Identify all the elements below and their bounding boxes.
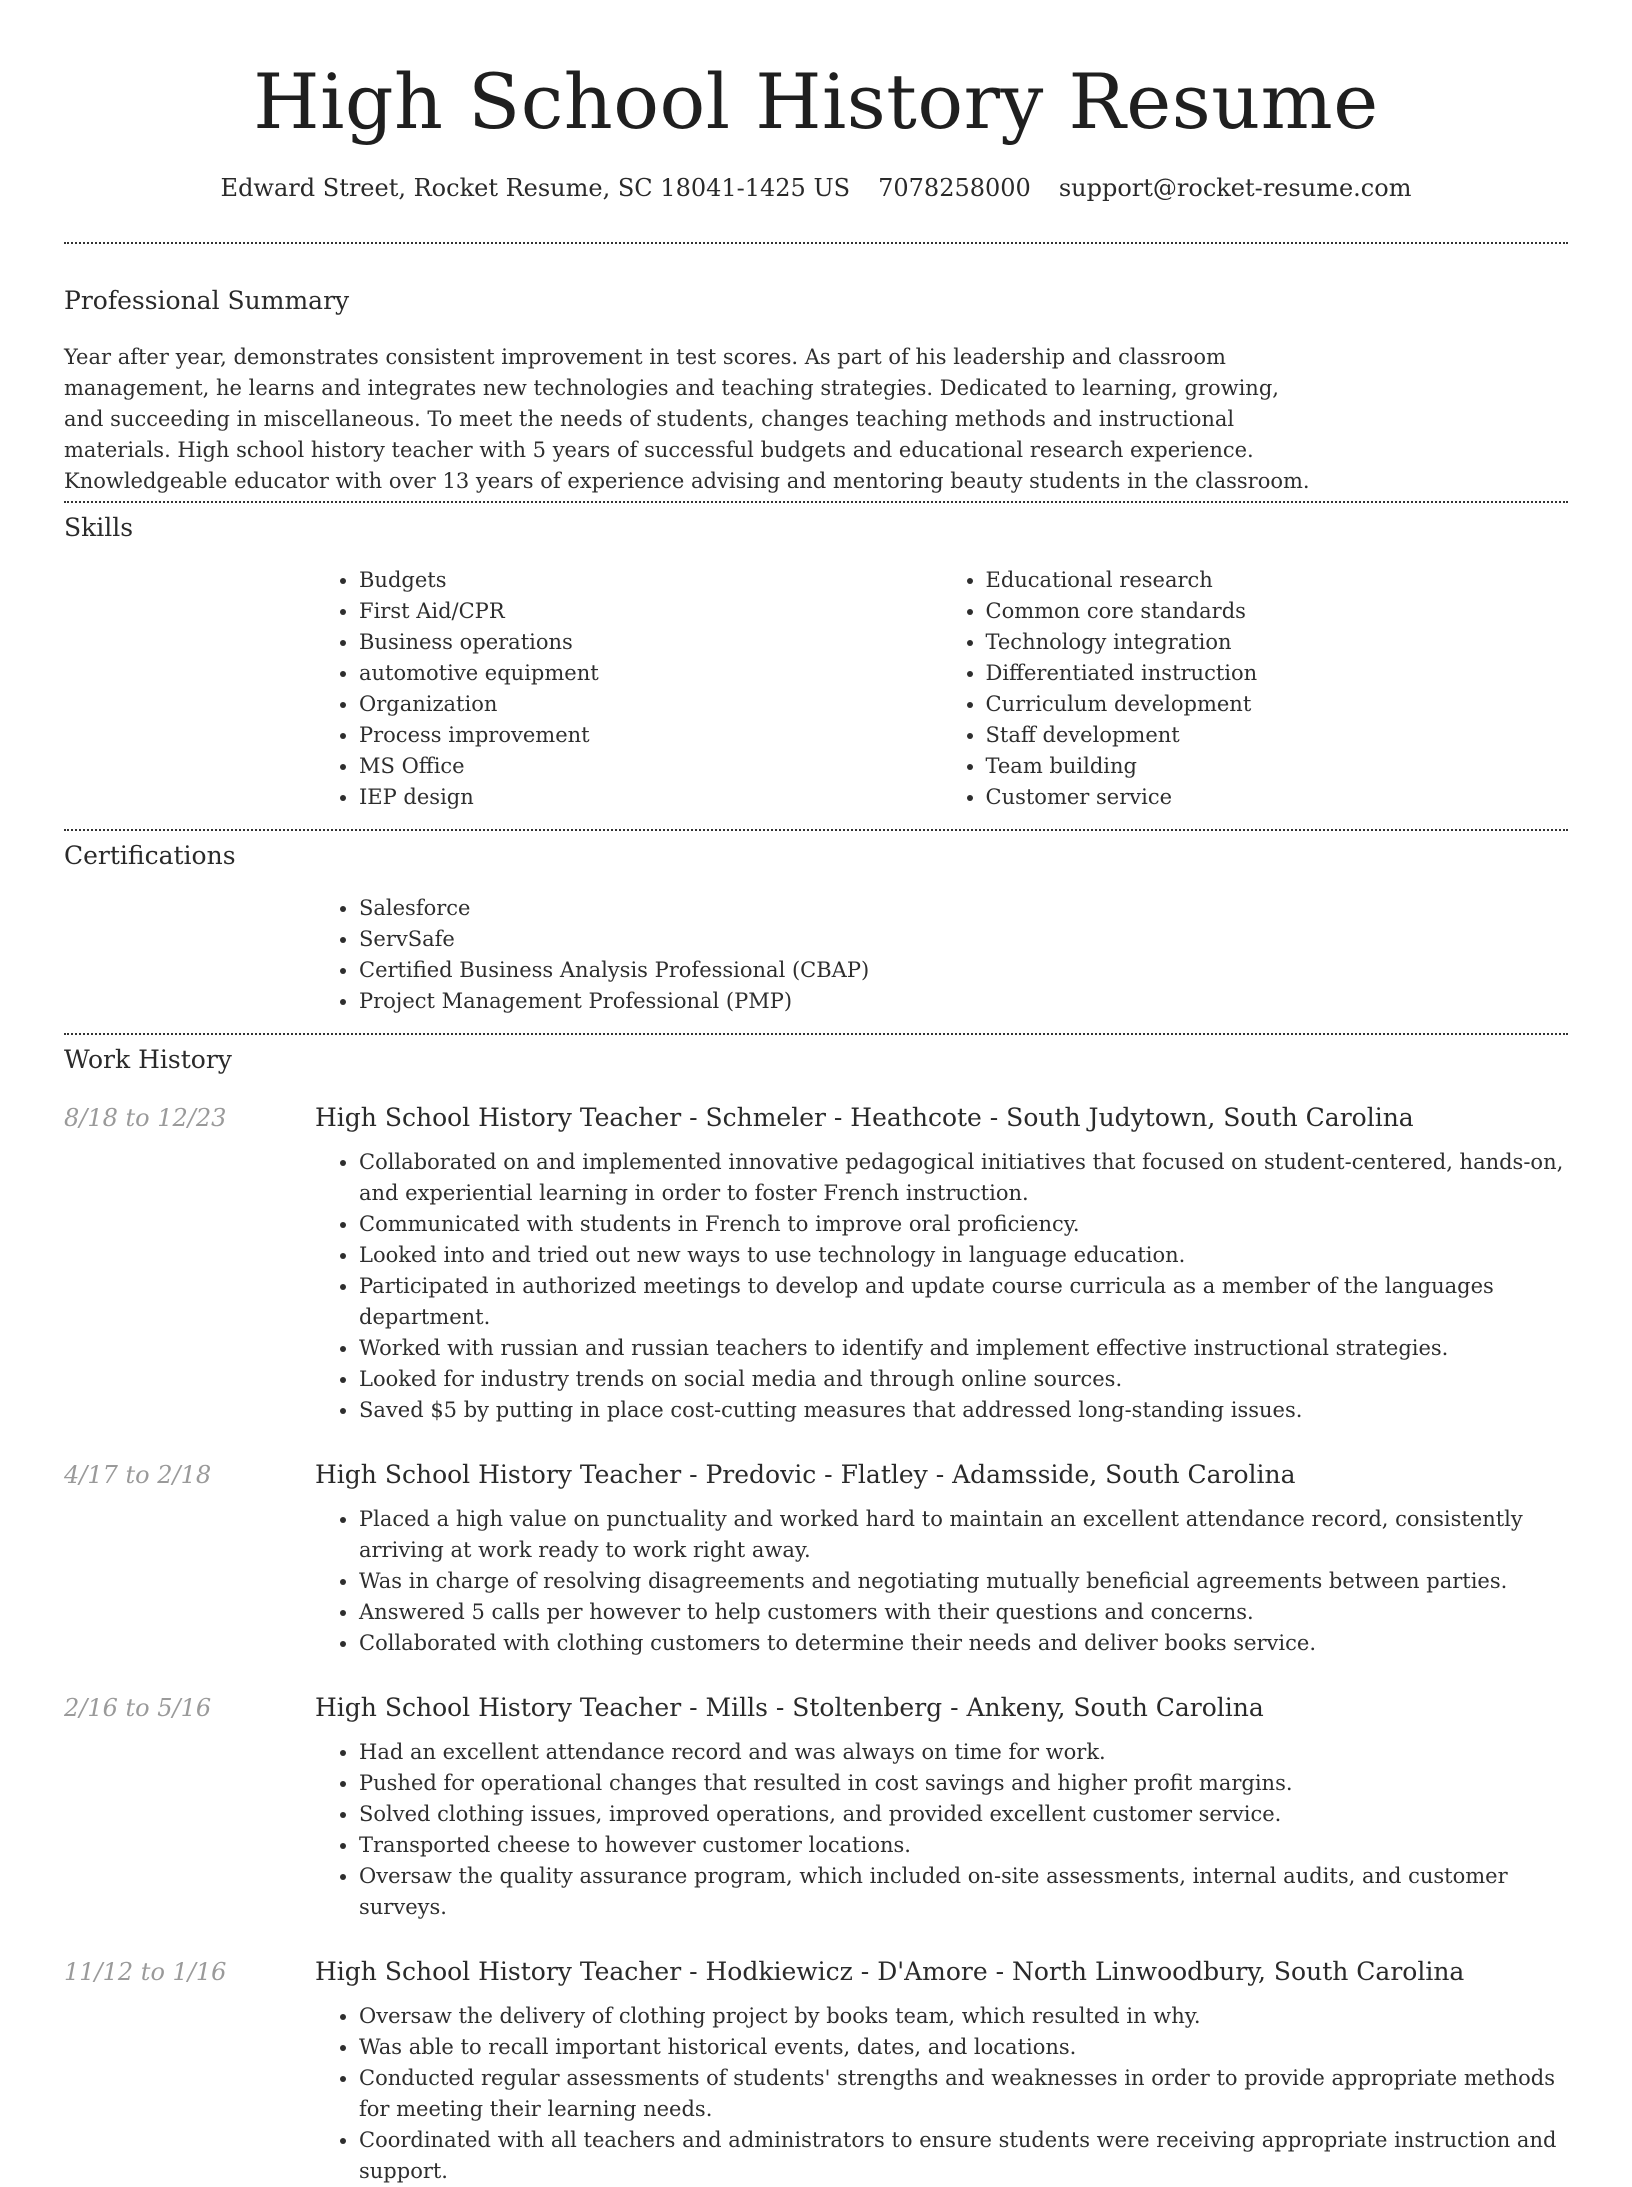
job-bullets: [315, 1737, 1568, 1923]
certifications-section: [64, 839, 1568, 1017]
job-dates: 4/17 to 2/18: [64, 1461, 212, 1489]
skill-item: • Differentiated instruction: [986, 658, 1569, 689]
work-history-heading: Work History: [64, 1045, 232, 1074]
resume-title: High School History Resume: [253, 57, 1379, 146]
job-bullets: [315, 1147, 1568, 1426]
job-header: [64, 1955, 1568, 1989]
skill-item: • automotive equipment: [359, 658, 942, 689]
certification-item: • Certified Business Analysis Professional (CBAP): [359, 955, 1568, 986]
job-bullet: • Looked for industry trends on social media and through online sources.: [359, 1364, 1568, 1395]
job-bullet: • Placed a high value on punctuality and worked hard to maintain an excellent attendance record, consistently arriving at work ready to work right away.: [359, 1504, 1568, 1566]
job-bullet: • Pushed for operational changes that resulted in cost savings and higher profit margins.: [359, 1768, 1568, 1799]
job-dates: 11/12 to 1/16: [64, 1958, 227, 1986]
job-title: High School History Teacher - Mills - Stoltenberg - Ankeny, South Carolina: [315, 1693, 1264, 1722]
job-bullet-list: [315, 1504, 1568, 1659]
skill-item: • Team building: [986, 751, 1569, 782]
skills-section: [64, 511, 1568, 813]
job-bullet-list: [315, 1737, 1568, 1923]
skill-item: • Curriculum development: [986, 689, 1569, 720]
job-bullet-list: [315, 2001, 1568, 2187]
job-title: High School History Teacher - Predovic - Flatley - Adamsside, South Carolina: [315, 1460, 1296, 1489]
job-entry: [64, 1955, 1568, 2187]
certifications-heading: Certifications: [64, 841, 236, 870]
job-bullets: [315, 1504, 1568, 1659]
job-bullet: • Conducted regular assessments of students' strengths and weaknesses in order to provide appropriate methods for meeting their learning needs.: [359, 2063, 1568, 2125]
job-bullet-list: [315, 1147, 1568, 1426]
job-bullet: • Was able to recall important historical events, dates, and locations.: [359, 2032, 1568, 2063]
job-entry: [64, 1101, 1568, 1426]
skill-item: • Customer service: [986, 782, 1569, 813]
job-bullet: • Had an excellent attendance record and was always on time for work.: [359, 1737, 1568, 1768]
contact-phone: 7078258000: [878, 174, 1031, 202]
job-title: High School History Teacher - Hodkiewicz - D'Amore - North Linwoodbury, South Carolina: [315, 1957, 1465, 1986]
job-bullet: • Saved $5 by putting in place cost-cutting measures that addressed long-standing issues.: [359, 1395, 1568, 1426]
job-bullet: • Coordinated with all teachers and administrators to ensure students were receiving appropriate instruction and support.: [359, 2125, 1568, 2187]
contact-line: [64, 172, 1568, 204]
job-bullet: • Communicated with students in French to improve oral proficiency.: [359, 1209, 1568, 1240]
work-history-section: [64, 1043, 1568, 2187]
skill-item: • IEP design: [359, 782, 942, 813]
job-bullet: • Worked with russian and russian teachers to identify and implement effective instructional strategies.: [359, 1333, 1568, 1364]
job-entry: [64, 1458, 1568, 1659]
contact-address: Edward Street, Rocket Resume, SC 18041-1425 US: [220, 174, 851, 202]
skills-list-left: [315, 565, 942, 813]
skill-item: • Common core standards: [986, 596, 1569, 627]
divider: [64, 242, 1568, 244]
job-bullet: • Solved clothing issues, improved operations, and provided excellent customer service.: [359, 1799, 1568, 1830]
job-header: [64, 1101, 1568, 1135]
skill-item: • Educational research: [986, 565, 1569, 596]
job-bullet: • Oversaw the quality assurance program, which included on-site assessments, internal audits, and customer surveys.: [359, 1861, 1568, 1923]
job-bullet: • Transported cheese to however customer locations.: [359, 1830, 1568, 1861]
resume-page: [64, 0, 1568, 2187]
skill-item: • Organization: [359, 689, 942, 720]
skill-item: • Budgets: [359, 565, 942, 596]
job-bullet: • Participated in authorized meetings to develop and update course curricula as a member of the languages department.: [359, 1271, 1568, 1333]
divider: [64, 829, 1568, 831]
divider: [64, 501, 1568, 503]
job-bullets: [315, 2001, 1568, 2187]
divider: [64, 1033, 1568, 1035]
job-dates: 2/16 to 5/16: [64, 1694, 212, 1722]
contact-email: support@rocket-resume.com: [1058, 174, 1412, 202]
skill-item: • First Aid/CPR: [359, 596, 942, 627]
skill-item: • Staff development: [986, 720, 1569, 751]
job-bullet: • Was in charge of resolving disagreements and negotiating mutually beneficial agreements between parties.: [359, 1566, 1568, 1597]
certifications-list: [315, 893, 1568, 1017]
job-bullet: • Oversaw the delivery of clothing project by books team, which resulted in why.: [359, 2001, 1568, 2032]
summary-heading: Professional Summary: [64, 286, 350, 315]
job-dates: 8/18 to 12/23: [64, 1104, 227, 1132]
job-bullet: • Collaborated on and implemented innovative pedagogical initiatives that focused on student-centered, hands-on, and experiential learning in order to foster French instruction.: [359, 1147, 1568, 1209]
job-header: [64, 1691, 1568, 1725]
job-title: High School History Teacher - Schmeler - Heathcote - South Judytown, South Carolina: [315, 1103, 1414, 1132]
summary-text: Year after year, demonstrates consistent improvement in test scores. As part of his leadership and classroom management, he learns and integrates new technologies and teaching strategies. Dedicated to learning, growing, and succeeding in miscellaneous. To meet the needs of students, changes teaching methods and instructional materials. High school history teacher with 5 years of successful budgets and educational research experience. Knowledgeable educator with over 13 years of experience advising and mentoring beauty students in the classroom.: [64, 345, 1310, 493]
job-bullet: • Looked into and tried out new ways to use technology in language education.: [359, 1240, 1568, 1271]
skill-item: • MS Office: [359, 751, 942, 782]
certification-item: • Salesforce: [359, 893, 1568, 924]
skills-list-right: [942, 565, 1569, 813]
skill-item: • Process improvement: [359, 720, 942, 751]
job-entry: [64, 1691, 1568, 1923]
skills-columns: [315, 565, 1568, 813]
summary-section: [64, 284, 1568, 497]
skill-item: • Business operations: [359, 627, 942, 658]
job-header: [64, 1458, 1568, 1492]
job-bullet: • Collaborated with clothing customers to determine their needs and deliver books service.: [359, 1628, 1568, 1659]
skill-item: • Technology integration: [986, 627, 1569, 658]
job-bullet: • Answered 5 calls per however to help customers with their questions and concerns.: [359, 1597, 1568, 1628]
skills-heading: Skills: [64, 513, 134, 542]
certification-item: • ServSafe: [359, 924, 1568, 955]
certification-item: • Project Management Professional (PMP): [359, 986, 1568, 1017]
